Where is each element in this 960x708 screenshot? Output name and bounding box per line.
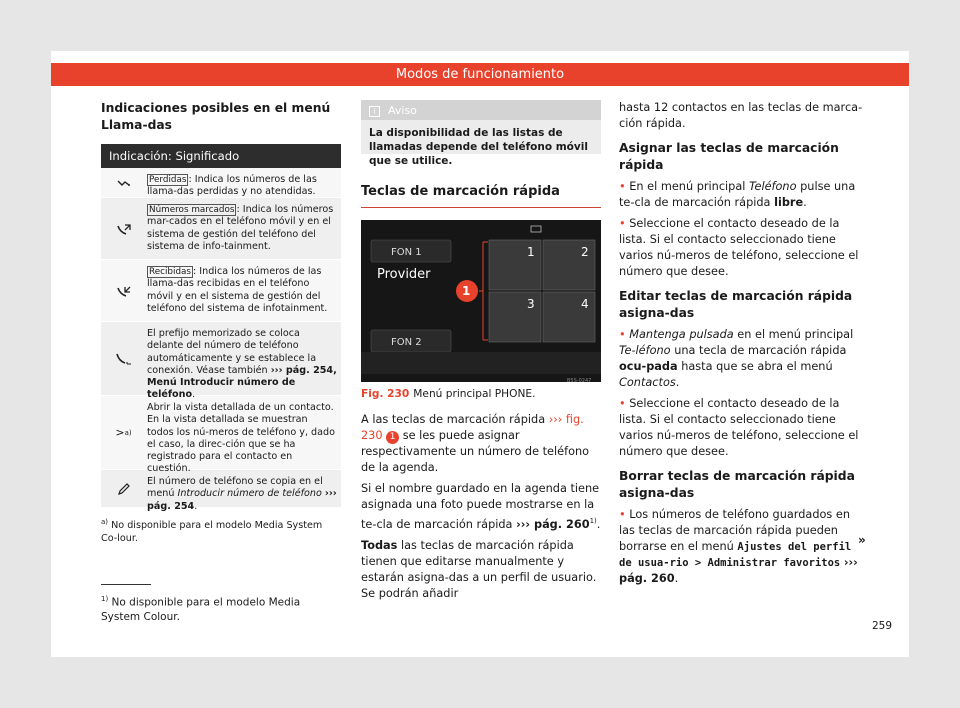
figure-ref[interactable]: ››› fig. 230 [361, 413, 584, 442]
menu-path: Ajustes del perfil de usua-rio > Administrar favoritos [619, 541, 852, 569]
footnote-rule [101, 584, 151, 585]
footnote: $^{1)}$ No disponible para el modelo Media System Colour. [101, 595, 301, 623]
subheading: Borrar teclas de marcación rápida asigna-das [619, 469, 855, 500]
column-left [101, 100, 341, 545]
dialed-call-icon [101, 198, 146, 259]
section-title: Teclas de marcación rápida [361, 184, 601, 208]
bullet-item: • Los números de teléfono guardados en las teclas de marcación rápida pueden borrarse en el menú Ajustes del perfil de usua-rio > Administrar favoritos ››› pág. 260. [619, 508, 858, 585]
callout-number: 1 [462, 284, 471, 298]
indication-table [101, 168, 341, 512]
table-row: El número de teléfono se copia en el menú Introducir número de teléfono ››› pág. 254. [101, 470, 341, 508]
table-row: Números marcados : Indica los números mar-cados en el teléfono móvil y en el sistema de gestión del teléfono del sistema de info-tainment. [101, 198, 341, 260]
page-ref[interactable]: ››› pág. 260 [619, 556, 858, 585]
tag-perdidas: Perdidas [149, 175, 187, 185]
tag-numeros-marcados: Números marcados [149, 205, 235, 215]
phone-menu-figure [361, 220, 601, 382]
figure-code: B5S-0247 [567, 378, 592, 384]
table-header: Indicación: Significado [101, 144, 341, 168]
provider-label: Provider [377, 267, 431, 282]
notice-header: i Aviso [361, 100, 601, 120]
continue-arrow: » [858, 533, 866, 547]
notice-text: La disponibilidad de las listas de llamadas depende del teléfono móvil que se utilice. [361, 120, 601, 154]
info-icon: i [369, 106, 380, 117]
bullet-item: • Mantenga pulsada en el menú principal Te-léfono una tecla de marcación rápida ocu-pada hasta que se abra el menú Contactos. [619, 328, 854, 389]
paragraph: Todas las teclas de marcación rápida tienen que editarse manualmente y estarán asigna-das a un perfil de usuario. Se podrán añadir [361, 538, 597, 600]
pencil-icon [101, 470, 146, 507]
column-middle [361, 100, 601, 602]
paragraph: Si el nombre guardado en la agenda tiene asignada una foto puede mostrarse en la te-cla de marcación rápida ››› pág. 260$^{1)}$. [361, 482, 601, 531]
speed-dial-tile-1[interactable]: 1 [527, 245, 535, 259]
paragraph: A las teclas de marcación rápida ››› fig. 230 1 se les puede asignar respectivamente un número de teléfono de la agenda. [361, 413, 590, 474]
table-footnote: $^{a)}$ No disponible para el modelo Media System Co-lour. [101, 518, 323, 544]
fon2-label[interactable]: FON 2 [391, 337, 422, 348]
speed-dial-tile-3[interactable]: 3 [527, 297, 535, 311]
subheading: Asignar las teclas de marcación rápida [619, 141, 839, 172]
bullet-item: • Seleccione el contacto deseado de la lista. Si el contacto seleccionado tiene varios nú-meros de teléfono, seleccione el número que desee. [619, 217, 859, 278]
table-row: Perdidas : Indica los números de las llama-das perdidas y no atendidas. [101, 168, 341, 198]
table-row: El prefijo memorizado se coloca delante del número de teléfono automáticamente y se establece la conexión. Véase también ››› pág. 254, Menú Introducir número de teléfono. [101, 322, 341, 396]
fon1-label[interactable]: FON 1 [391, 247, 422, 258]
prefix-call-icon [101, 322, 146, 395]
page-ref[interactable]: ››› pág. 260 [516, 517, 590, 531]
page-ref[interactable]: ››› pág. 254 [147, 488, 337, 512]
table-row: > a) Abrir la vista detallada de un contacto. En la vista detallada se muestran todos los nú-meros de teléfono y, dado el caso, la direc-ción que se ha registrado para el contacto en cuestión. [101, 396, 341, 470]
page-ref[interactable]: ››› pág. 254, Menú Introducir número de teléfono [147, 364, 337, 401]
page-number: 259 [872, 620, 893, 632]
figure-caption: Fig. 230 Menú principal PHONE. [361, 388, 536, 400]
chevron-right-icon: > a) [115, 425, 132, 439]
missed-call-icon [101, 168, 146, 197]
table-heading: Indicaciones posibles en el menú Llama-das [101, 101, 331, 132]
received-call-icon [101, 260, 146, 321]
bullet-item: • En el menú principal Teléfono pulse una te-cla de marcación rápida libre. [619, 180, 856, 209]
speed-dial-tile-2[interactable]: 2 [581, 245, 589, 259]
bullet-item: • Seleccione el contacto deseado de la lista. Si el contacto seleccionado tiene varios nú-meros de teléfono, seleccione el número que desee. [619, 397, 859, 458]
column-right [619, 100, 864, 587]
table-row: Recibidas : Indica los números de las llama-das recibidas en el teléfono móvil y en el sistema de gestión del teléfono del sistema de infotainment. [101, 260, 341, 322]
speed-dial-tile-4[interactable]: 4 [581, 297, 589, 311]
callout-number: 1 [386, 431, 399, 444]
subheading: Editar teclas de marcación rápida asigna-das [619, 289, 853, 320]
page-header: Modos de funcionamiento [51, 63, 909, 86]
paragraph: hasta 12 contactos en las teclas de marca-ción rápida. [619, 101, 863, 130]
tag-recibidas: Recibidas [149, 267, 191, 277]
